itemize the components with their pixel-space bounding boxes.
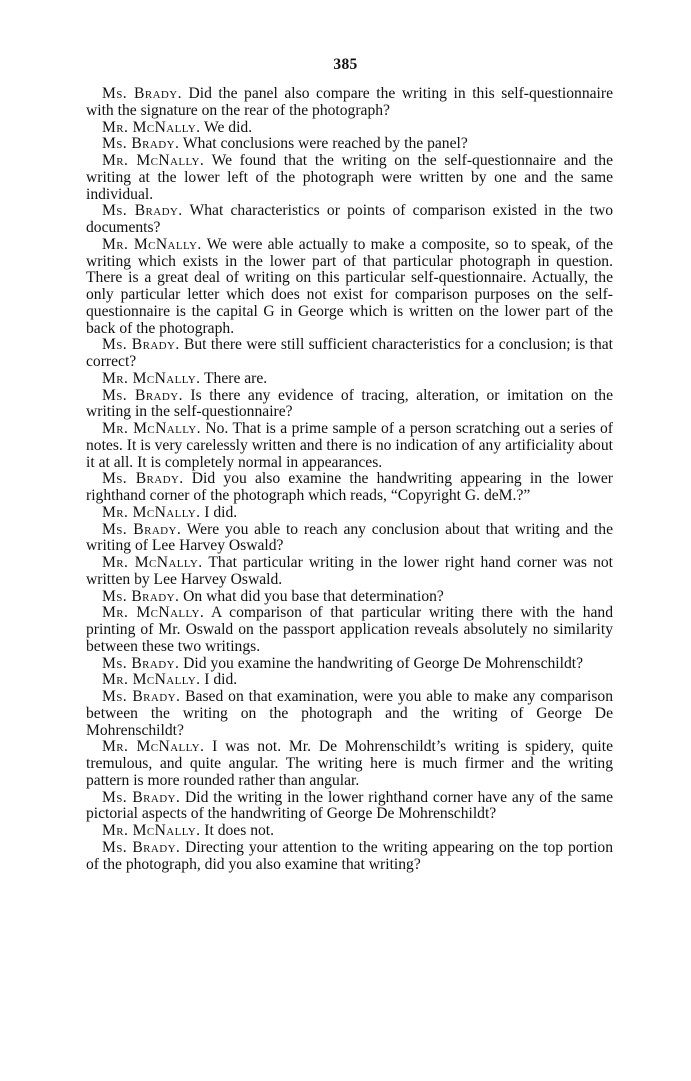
transcript-paragraph <box>86 840 613 874</box>
speaker-name: Ms. Brady. <box>102 520 182 538</box>
transcript-paragraph <box>86 421 613 471</box>
transcript-paragraph <box>86 371 613 388</box>
transcript-paragraph <box>86 739 613 789</box>
paragraph-text: Based on that examination, were you able to make any comparison between the writing on the photograph and the writing of George De Mohrenschildt? <box>86 688 613 739</box>
paragraph-text: But there were still sufficient characteristics for a conclusion; is that correct? <box>86 336 614 370</box>
paragraph-text: We found that the writing on the self-questionnaire and the writing at the lower left of the photograph were written by one and the same individual. <box>86 152 613 203</box>
paragraph-text: We did. <box>200 118 253 136</box>
transcript-paragraph <box>86 120 613 137</box>
transcript-paragraph <box>86 589 613 606</box>
speaker-name: Mr. McNally. <box>102 420 201 437</box>
speaker-name: Ms. Brady. <box>102 788 181 806</box>
transcript-paragraph <box>86 823 613 840</box>
speaker-name: Mr. McNally. <box>102 235 202 253</box>
paragraph-text: There are. <box>200 369 268 387</box>
transcript-paragraph <box>86 689 613 739</box>
transcript-paragraph <box>86 388 613 422</box>
transcript-paragraph <box>86 555 613 589</box>
paragraph-text: Directing your attention to the writing appearing on the top portion of the photograph, did you also examine that writing? <box>86 838 614 873</box>
paragraph-text: Did the writing in the lower righthand corner have any of the same pictorial aspects of the handwriting of George De Mohrenschildt? <box>86 788 614 823</box>
paragraph-text: No. That is a prime sample of a person scratching out a series of notes. It is very carelessly written and there is no indication of any artificiality about it at all. It is completely normal in appearances. <box>86 420 613 471</box>
transcript-paragraph <box>86 337 613 371</box>
paragraph-text: What conclusions were reached by the panel? <box>179 135 468 153</box>
speaker-name: Ms. Brady. <box>102 85 182 102</box>
paragraph-text: I did. <box>200 503 238 521</box>
speaker-name: Ms. Brady. <box>102 336 180 354</box>
paragraph-text: That particular writing in the lower right hand corner was not written by Lee Harvey Oswald. <box>86 554 613 588</box>
transcript-paragraph <box>86 505 613 522</box>
paragraph-text: We were able actually to make a composite, so to speak, of the writing which exists in the lower part of that particular photograph in question. There is a great deal of writing on this particular self-questionnaire. Actually, the only particular letter which does not exist for comparison purposes on the self-questionnaire is the capital G in George which is written on the lower part of the back of the photograph. <box>86 235 613 337</box>
paragraph-text: Is there any evidence of tracing, alteration, or imitation on the writing in the self-questionnaire? <box>86 386 613 421</box>
transcript-paragraph <box>86 672 613 689</box>
transcript-paragraph <box>86 237 613 338</box>
speaker-name: Ms. Brady. <box>102 386 183 404</box>
paragraph-text: Did you also examine the handwriting appearing in the lower righthand corner of the photograph which reads, “Copyright G. deM.?” <box>86 470 614 504</box>
paragraph-text: Did the panel also compare the writing in this self-questionnaire with the signature on the rear of the photograph? <box>86 85 614 119</box>
paragraph-text: On what did you base that determination? <box>179 587 444 605</box>
transcript-paragraph <box>86 471 613 505</box>
paragraph-text: I did. <box>200 671 238 689</box>
page-number: 385 <box>333 56 358 73</box>
transcript-paragraph <box>86 153 613 203</box>
speaker-name: Ms. Brady. <box>102 202 183 220</box>
speaker-name: Mr. McNally. <box>102 369 201 387</box>
speaker-name: Ms. Brady. <box>102 688 181 705</box>
speaker-name: Mr. McNally. <box>102 822 201 839</box>
speaker-name: Mr. McNally. <box>102 503 201 521</box>
transcript-paragraph <box>86 790 613 824</box>
transcript-paragraph <box>86 136 613 153</box>
speaker-name: Ms. Brady. <box>102 838 181 856</box>
speaker-name: Mr. McNally. <box>102 118 201 136</box>
speaker-name: Ms. Brady. <box>102 587 180 605</box>
transcript-paragraph <box>86 522 613 556</box>
paragraph-text: A comparison of that particular writing there with the hand printing of Mr. Oswald on the passport application reveals absolutely no similarity between these two writings. <box>86 604 613 655</box>
paragraph-text: I was not. Mr. De Mohrenschildt’s writing is spidery, quite tremulous, and quite angular. The writing here is much firmer and the writing pattern is more rounded rather than angular. <box>86 738 613 789</box>
speaker-name: Mr. McNally. <box>102 604 205 622</box>
speaker-name: Mr. McNally. <box>102 152 205 169</box>
speaker-name: Ms. Brady. <box>102 135 180 153</box>
paragraph-text: It does not. <box>200 822 275 839</box>
paragraph-text: What characteristics or points of comparison existed in the two documents? <box>86 202 614 236</box>
transcript-paragraph <box>86 203 613 237</box>
speaker-name: Ms. Brady. <box>102 470 184 488</box>
speaker-name: Mr. McNally. <box>102 554 203 571</box>
transcript-body <box>86 86 613 873</box>
transcript-paragraph <box>86 656 613 673</box>
speaker-name: Mr. McNally. <box>102 671 201 689</box>
speaker-name: Ms. Brady. <box>102 654 180 672</box>
transcript-paragraph <box>86 86 613 120</box>
paragraph-text: Were you able to reach any conclusion about that writing and the writing of Lee Harvey Oswald? <box>86 520 613 555</box>
transcript-paragraph <box>86 605 613 655</box>
speaker-name: Mr. McNally. <box>102 738 205 756</box>
paragraph-text: Did you examine the handwriting of George De Mohrenschildt? <box>179 654 583 672</box>
